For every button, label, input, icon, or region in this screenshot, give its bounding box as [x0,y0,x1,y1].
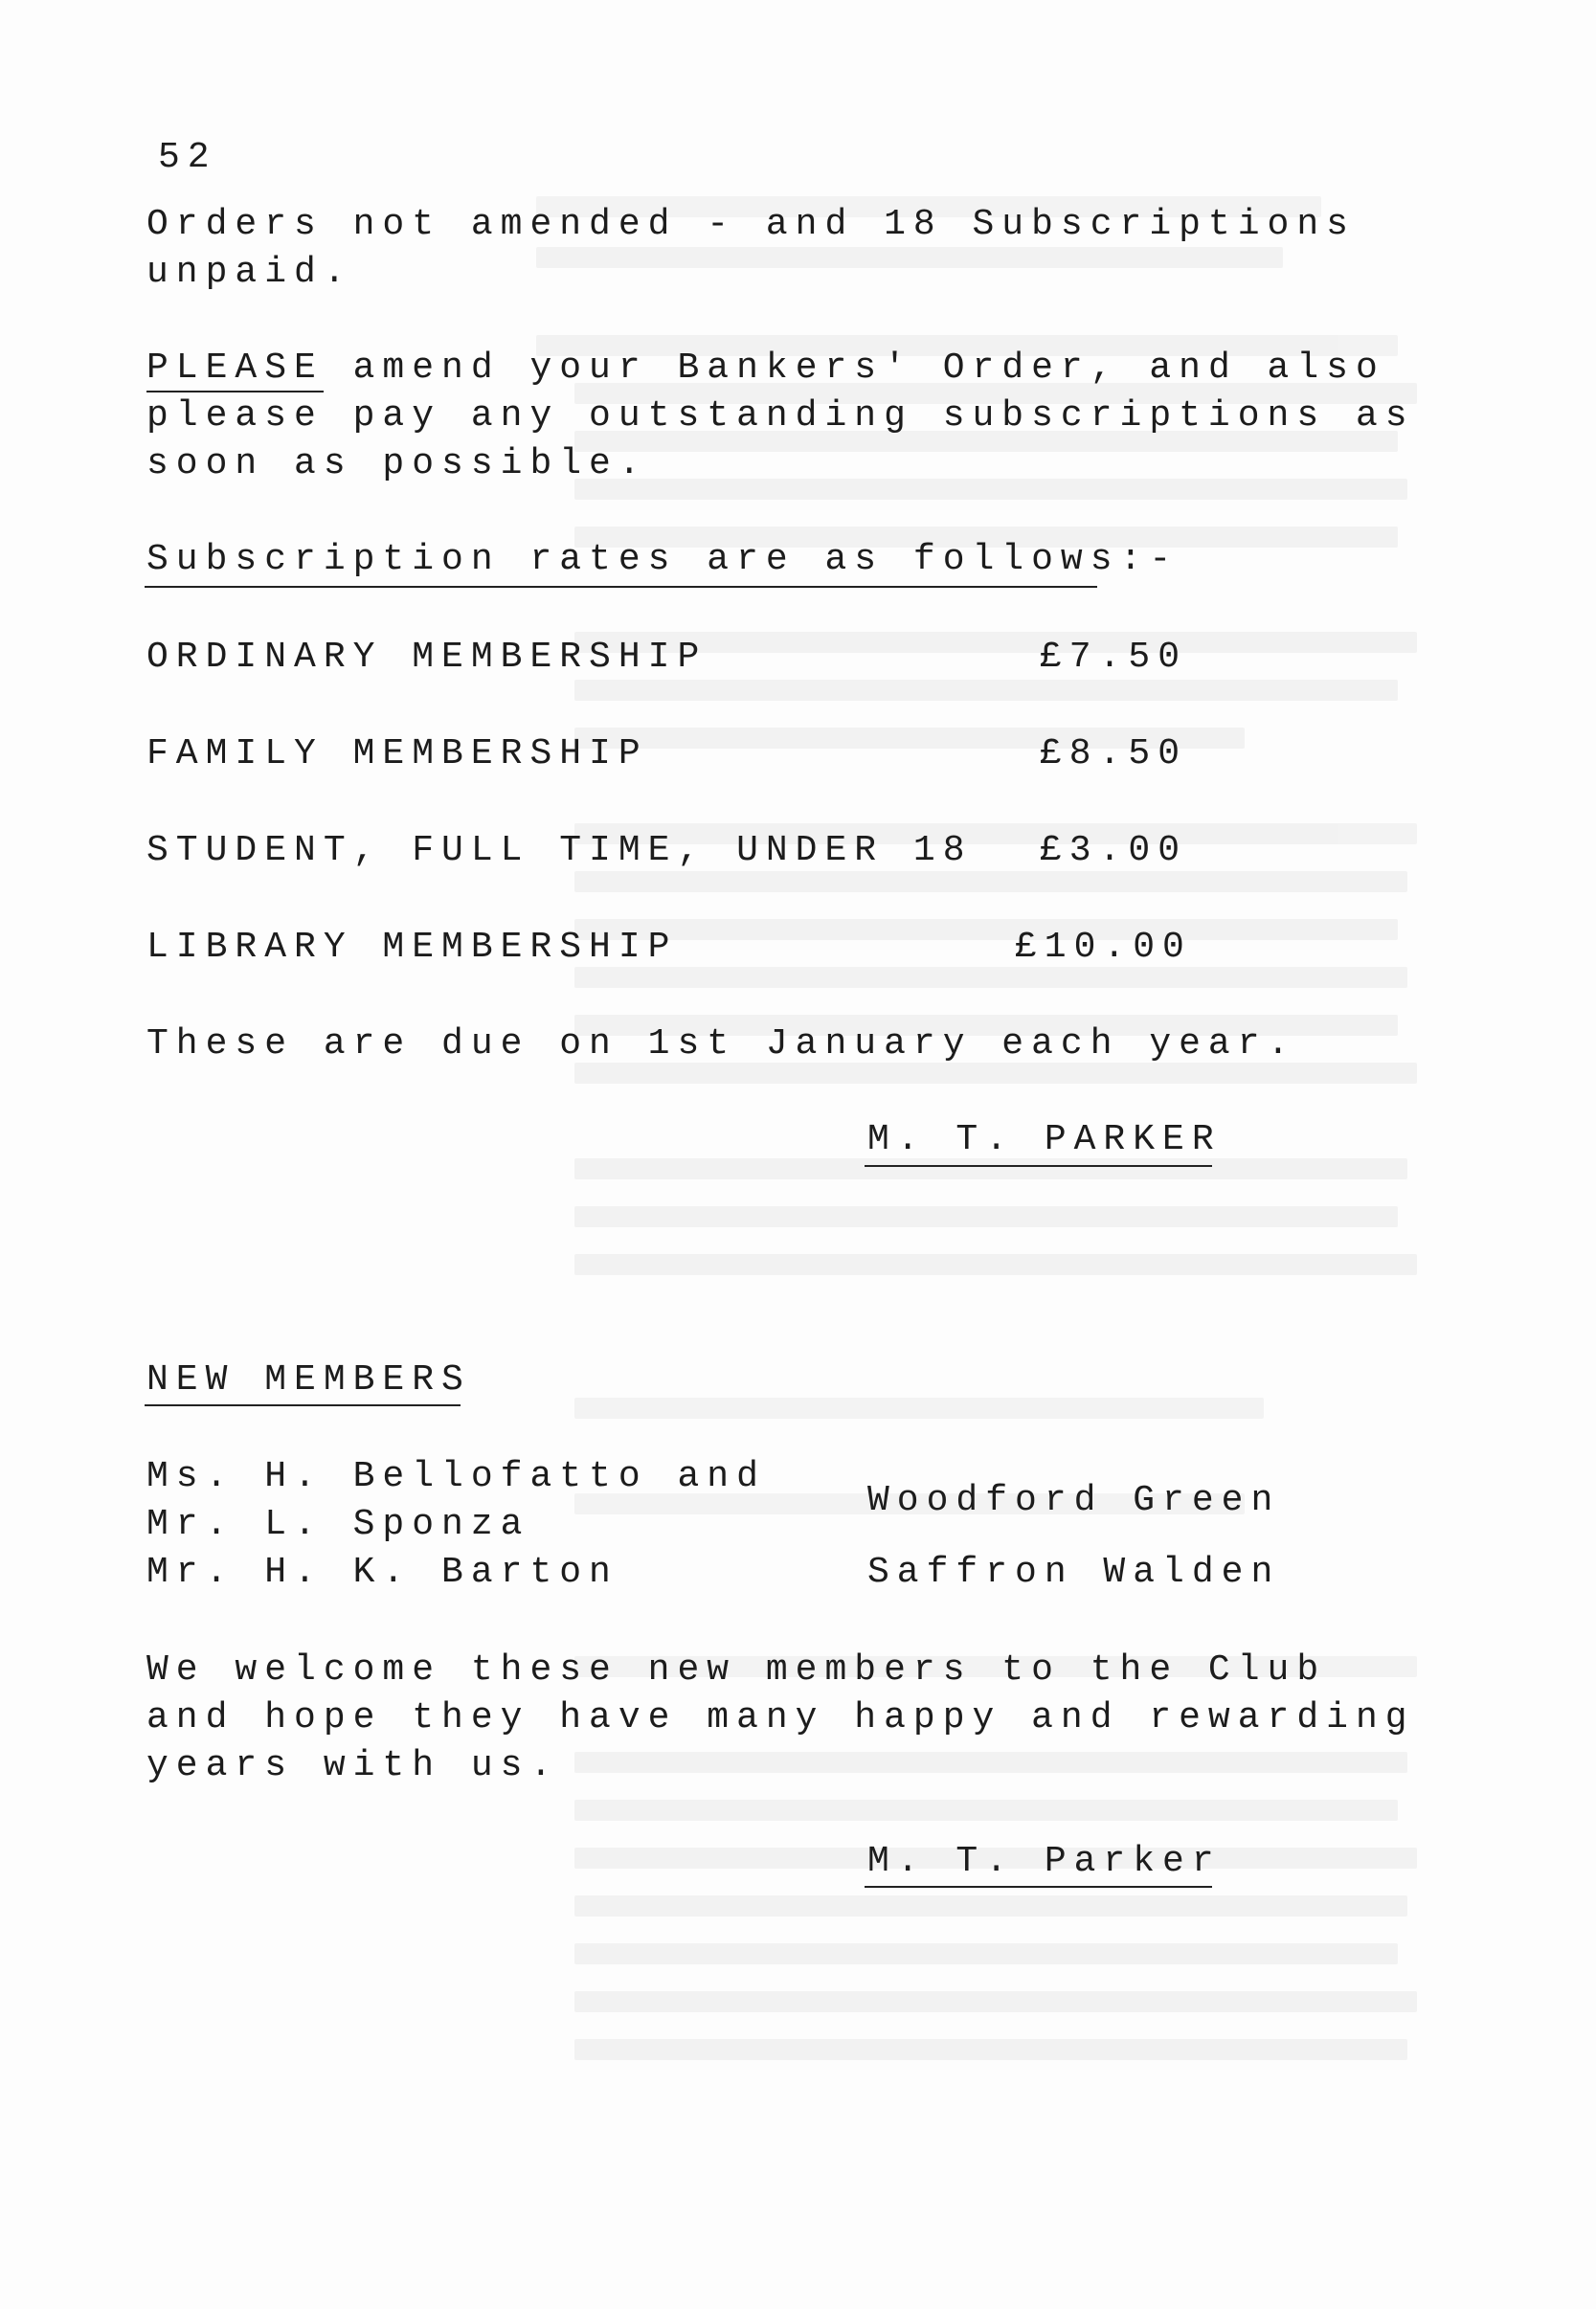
rates-heading-underline [145,586,1097,588]
member-name: Ms. H. Bellofatto and [146,1456,766,1497]
please-line-3: soon as possible. [146,443,648,484]
welcome-signature: M. T. Parker [867,1841,1222,1882]
rate-label-ordinary: ORDINARY MEMBERSHIP [146,637,708,678]
due-note: These are due on 1st January each year. [146,1023,1297,1065]
member-name: Mr. L. Sponza [146,1504,530,1545]
rates-heading: Subscription rates are as follows:- [146,539,1180,580]
welcome-signature-underline [865,1886,1212,1888]
please-line-1-rest: amend your Bankers' Order, and also [323,347,1385,389]
rate-price-student: £3.00 [1040,830,1188,871]
welcome-line-3: years with us. [146,1745,560,1786]
intro-line-1: Orders not amended - and 18 Subscriptions [146,204,1356,245]
rate-label-family: FAMILY MEMBERSHIP [146,733,648,774]
please-line-2: please pay any outstanding subscriptions as [146,395,1415,437]
intro-line-2: unpaid. [146,252,353,293]
rates-signature-underline [865,1165,1212,1167]
rates-signature: M. T. PARKER [867,1119,1222,1160]
please-emphasis: PLEASE [146,347,324,392]
rate-label-student: STUDENT, FULL TIME, UNDER 18 [146,830,973,871]
new-members-heading-underline [145,1404,461,1406]
member-name: Mr. H. K. Barton [146,1552,618,1593]
welcome-line-2: and hope they have many happy and rewarding [146,1697,1415,1738]
rate-price-family: £8.50 [1040,733,1188,774]
rate-label-library: LIBRARY MEMBERSHIP [146,927,678,968]
member-place: Woodford Green [867,1480,1281,1521]
rate-price-ordinary: £7.50 [1040,637,1188,678]
member-place: Saffron Walden [867,1552,1281,1593]
welcome-line-1: We welcome these new members to the Club [146,1649,1327,1691]
page-number: 52 [158,137,217,178]
please-line-1 [146,345,1385,392]
rate-price-library: £10.00 [1015,927,1192,968]
new-members-heading: NEW MEMBERS [146,1359,471,1401]
